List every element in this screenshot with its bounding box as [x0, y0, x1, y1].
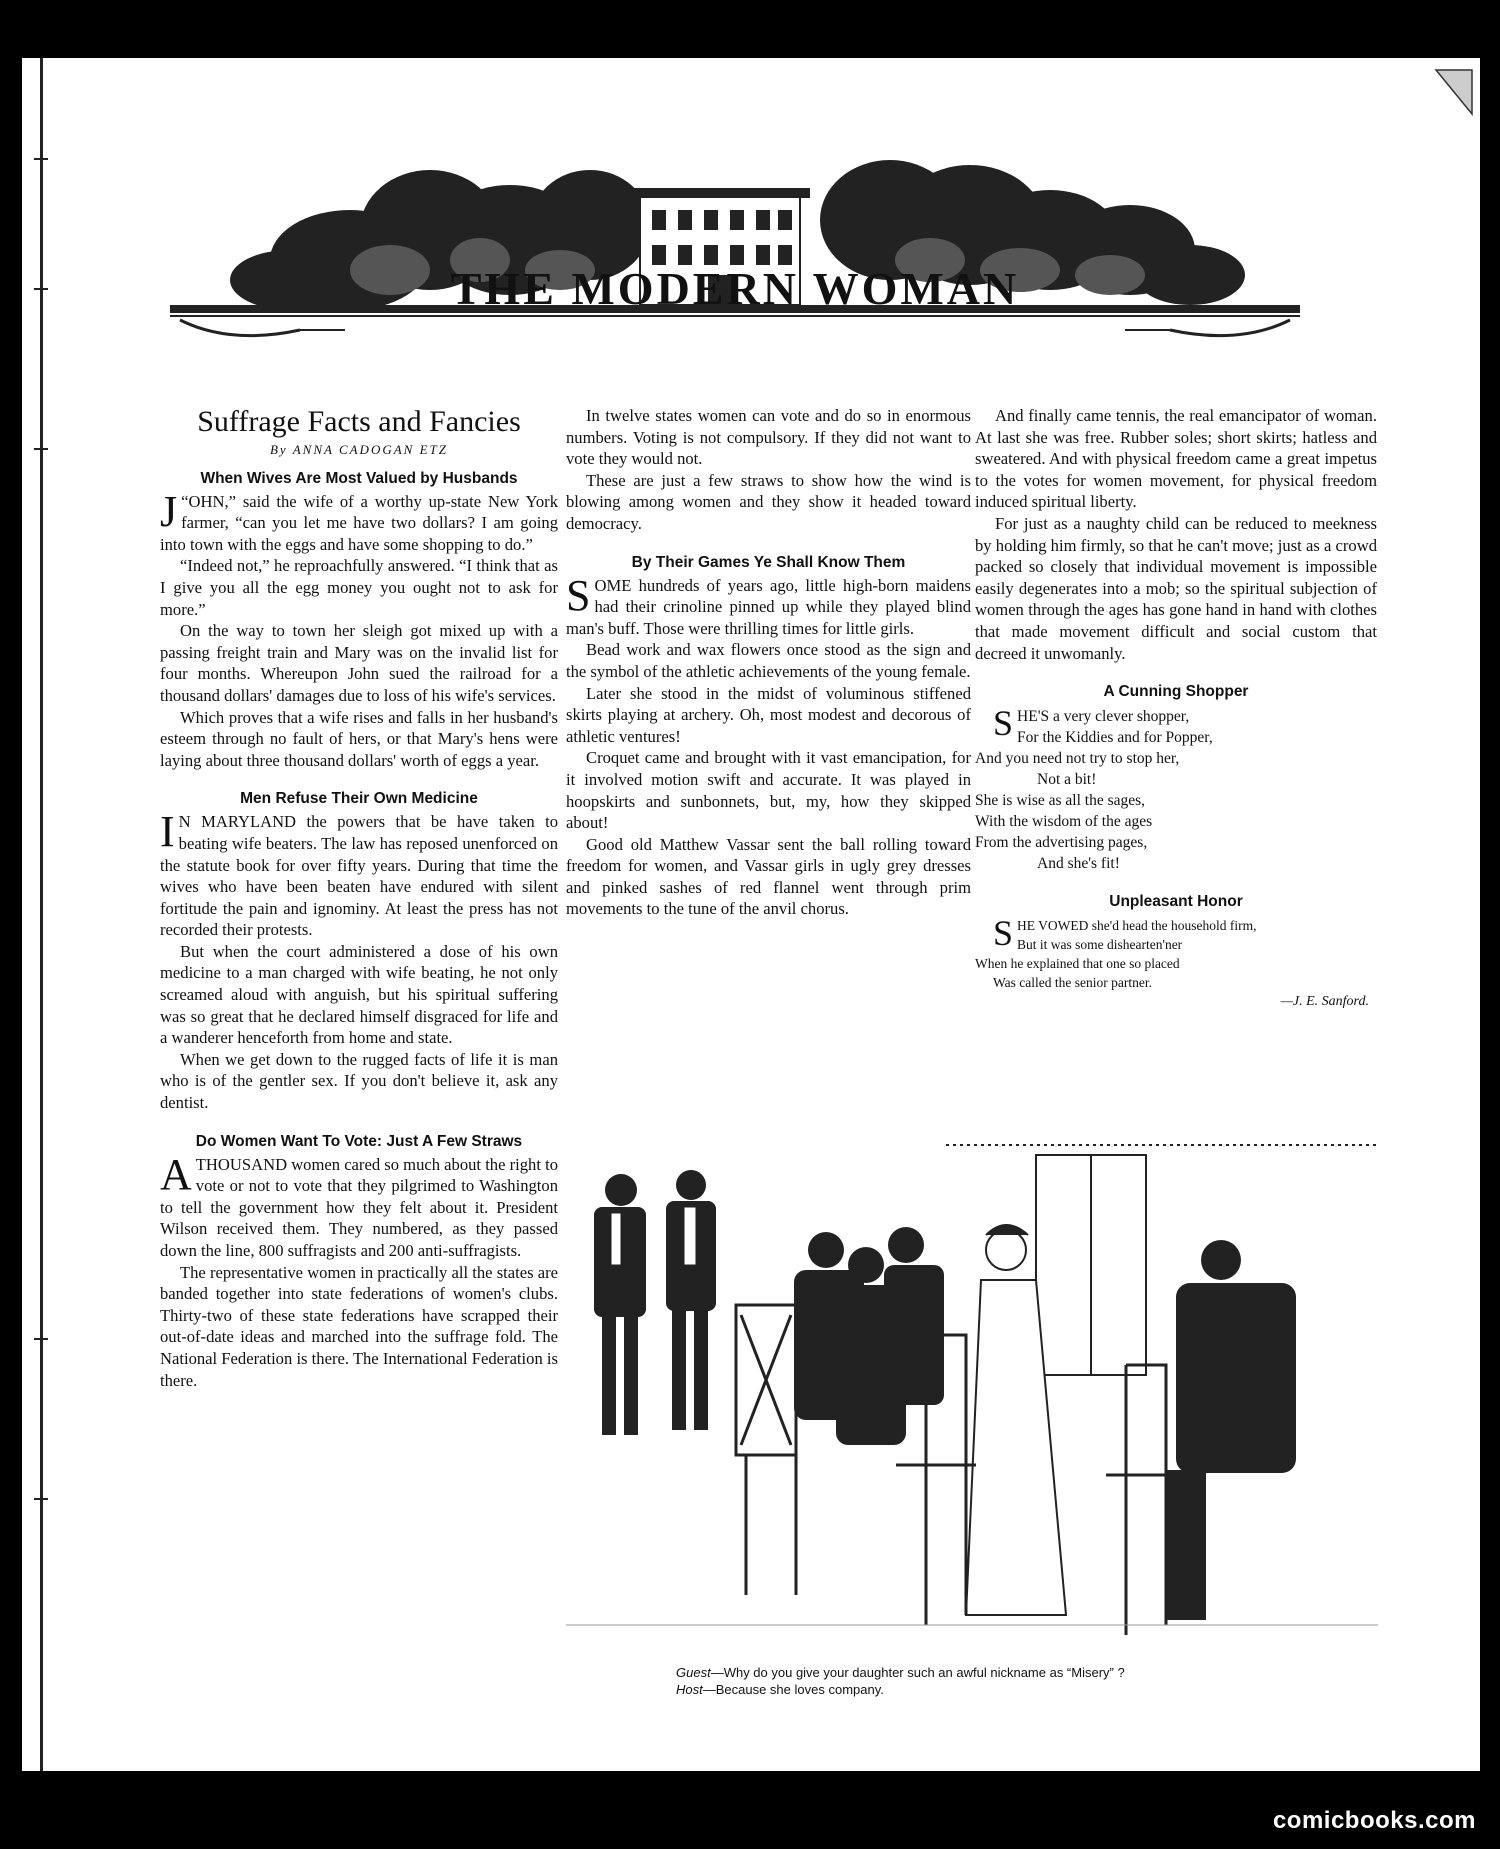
poem-line: Was called the senior partner. [993, 975, 1152, 991]
poem-signature: —J. E. Sanford. [1280, 994, 1369, 1010]
poem-line: For the Kiddies and for Popper, [1017, 729, 1213, 747]
section-heading: Do Women Want To Vote: Just A Few Straws [195, 1132, 523, 1150]
section-heading: Men Refuse Their Own Medicine [240, 790, 478, 808]
column-2 [566, 405, 971, 920]
column-3 [975, 405, 1377, 1011]
column-1 [160, 405, 558, 1391]
article-title: Suffrage Facts and Fancies [197, 405, 521, 438]
paragraph: SOME hundreds of years ago, little high-born maidens had their crinoline pinned up while they played blind man's buff. Those were thrilling times for little girls. [566, 570, 971, 638]
paragraph: These are just a few straws to show how the wind is blowing among women and they show it headed toward democracy. [566, 470, 971, 533]
poem-line: And you need not try to stop her, [975, 750, 1180, 768]
section-heading: When Wives Are Most Valued by Husbands [200, 469, 518, 487]
paragraph: I N MARYLAND the powers that be have taken to beating wife beaters. The law has reposed unenforced on the statute book for over fifty years. During that time the wives who have been beaten have endured with silent fortitude the pain and ignominy. At least the press has not recorded their protests. [160, 807, 559, 940]
watermark: comicbooks.com [1272, 1807, 1476, 1834]
spine-tick [34, 288, 48, 290]
section-heading: By Their Games Ye Shall Know Them [631, 553, 906, 571]
poem-line: She is wise as all the sages, [975, 792, 1146, 810]
paragraph: “Indeed not,” he reproachfully answered. “I think that as I give you all the egg money you ought not to ask for more.” [160, 556, 558, 619]
paragraph: On the way to town her sleigh got mixed up with a passing freight train and Mary was on the invalid list for four months. Whereupon John sued the railroad for a thousand dollars' damages due to loss of his wife's services. [160, 621, 558, 705]
poem-line: When he explained that one so placed [975, 956, 1180, 972]
page-spine [40, 58, 43, 1771]
page-corner-fold [1432, 68, 1476, 118]
poem-heading: Unpleasant Honor [1109, 893, 1243, 911]
paragraph: In twelve states women can vote and do so in enormous numbers. Voting is not compulsory. If they did not want to vote they would not. [566, 406, 971, 469]
paragraph: But when the court administered a dose of his own medicine to a man charged with wife beating, he not only screamed aloud with anguish, but his spiritual suffering was so great that he declared himself disgraced for life and a wanderer henceforth from home and state. [160, 941, 558, 1048]
spine-tick [34, 1338, 48, 1340]
caption-guest-line: Guest—Why do you give your daughter such an awful nickname as “Misery” ? [676, 1665, 1125, 1680]
paragraph: Which proves that a wife rises and falls in her husband's esteem through no fault of hers, or that Mary's hens were laying about three thousand dollars' worth of eggs a year. [160, 707, 558, 770]
standing-men [594, 1170, 716, 1435]
poem-unpleasant-honor [975, 913, 1377, 1011]
paragraph: For just as a naughty child can be reduced to meekness by holding him firmly, so that he can't move; just as a crowd packed so closely that individual movement is impossible easily degenerates into a mob; so the spiritual subjection of women through the ages has gone hand in hand with clothes that made movement difficult and social custom that decreed it unwomanly. [975, 513, 1377, 663]
poem-line: SHE'S a very clever shopper, [993, 703, 1190, 744]
cartoon-caption [676, 1664, 1316, 1698]
poem-line: Not a bit! [1037, 771, 1097, 789]
spine-tick [34, 158, 48, 160]
drop-cap: J [160, 486, 178, 536]
paragraph: Later she stood in the midst of voluminous stiffened skirts playing at archery. Oh, most modest and decorous of athletic ventures! [566, 683, 971, 746]
masthead-title: THE MODERN WOMAN [450, 263, 1020, 314]
poem-line: But it was some dishearten'ner [1017, 937, 1183, 953]
paragraph: Good old Matthew Vassar sent the ball rolling toward freedom for women, and Vassar girls in ugly grey dresses and pinked sashes of red flannel went through prim movements to the tune of the anvil chorus. [566, 834, 971, 919]
poem-line: SHE VOWED she'd head the household firm, [993, 913, 1257, 954]
drop-cap: A [160, 1149, 192, 1199]
poem-line: From the advertising pages, [975, 834, 1148, 852]
paragraph: “ J OHN,” said the wife of a worthy up-state New York farmer, “can you let me have two dollars? I am going into town with the eggs and have some shopping to do.” [160, 486, 558, 554]
paragraph: And finally came tennis, the real emancipator of woman. At last she was free. Rubber soles; short skirts; hatless and sweatered. And with physical freedom came a great impetus to the votes for women movement, for physical freedom induced spiritual liberty. [975, 406, 1377, 512]
paragraph: Croquet came and brought with it vast emancipation, for it involved motion swift and accurate. It was played in hoopskirts and sunbonnets, but, my, how they skipped about! [566, 748, 971, 833]
article-byline: By ANNA CADOGAN ETZ [269, 442, 448, 457]
paragraph: Bead work and wax flowers once stood as the sign and the symbol of the athletic achievements of the young female. [566, 640, 971, 681]
spine-tick [34, 1498, 48, 1500]
drop-cap: S [566, 570, 591, 620]
poem-cunning-shopper [975, 703, 1377, 874]
paragraph: The representative women in practically all the states are banded together into state federations of women's clubs. Thirty-two of these state federations have scrapped their out-of-date ideas and marched into the suffrage fold. The National Federation is there. The International Federation is there. [160, 1262, 558, 1390]
cartoon-illustration [566, 1135, 1378, 1658]
caption-host-line: Host—Because she loves company. [676, 1682, 884, 1697]
drop-cap: S [993, 703, 1014, 744]
drop-cap: I [160, 807, 175, 857]
drop-cap: S [993, 913, 1014, 954]
poem-line: With the wisdom of the ages [975, 813, 1153, 831]
paragraph: A THOUSAND women cared so much about the right to vote or not to vote that they pilgrimed to Washington to tell the government how they felt about it. President Wilson received them. They numbered, as they passed down the line, 800 suffragists and 200 anti-suffragists. [160, 1149, 559, 1260]
poem-line: And she's fit! [1037, 855, 1120, 873]
spine-tick [34, 448, 48, 450]
paragraph: When we get down to the rugged facts of life it is man who is of the gentler sex. If you don't believe it, ask any dentist. [160, 1049, 558, 1113]
poem-heading: A Cunning Shopper [1103, 683, 1249, 701]
header-banner-illustration [170, 130, 1300, 350]
